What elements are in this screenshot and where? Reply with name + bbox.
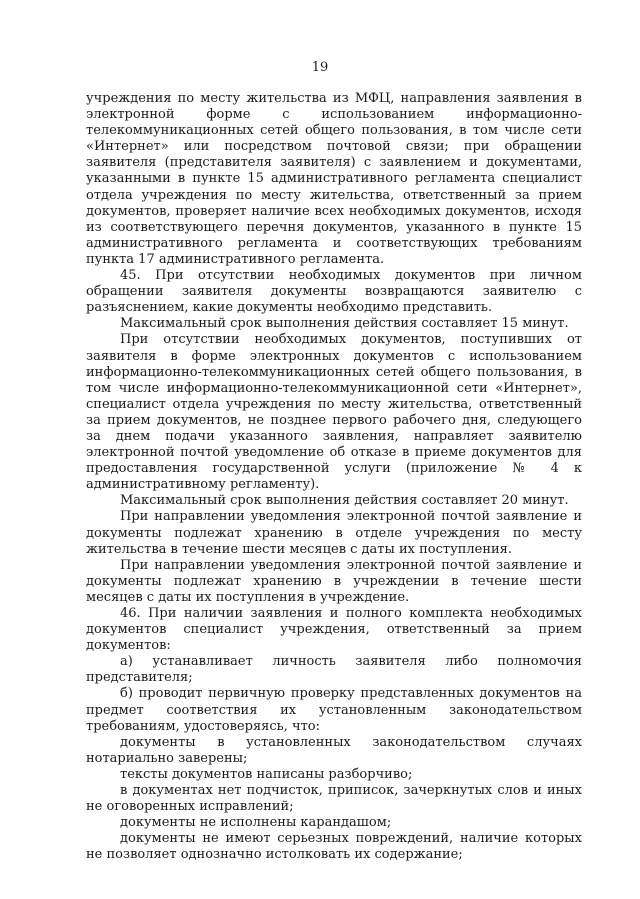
page-number: 19 (311, 60, 329, 75)
paragraph: 46. При наличии заявления и полного комплекта необходимых документов специалист учреждения, ответственный за прием документов: (86, 606, 582, 654)
list-item: документы не исполнены карандашом; (120, 815, 392, 831)
list-item: документы в установленных законодательством случаях нотариально заверены; (86, 734, 582, 766)
list-item: документы не имеют серьезных повреждений, наличие которых не позволяет однозначно истолковать их содержание; (86, 831, 582, 863)
paragraph: При направлении уведомления электронной почтой заявление и документы подлежат хранению в отделе учреждения по месту жительства в течение шести месяцев с даты их поступления. (86, 509, 582, 557)
paragraph: 45. При отсутствии необходимых документов при личном обращении заявителя документы возвращаются заявителю с разъяснением, какие документы необходимо представить. (86, 268, 582, 316)
list-item: б) проводит первичную проверку представленных документов на предмет соответствия их установленным законодательством требованиям, удостоверяясь, что: (86, 686, 582, 734)
document-body (86, 91, 582, 864)
paragraph: учреждения по месту жительства из МФЦ, направления заявления в электронной форме с использованием информационно-телекоммуникационных сетей общего пользования, в том числе сети «Интернет» или посредством почтовой связи; при обращении заявителя (представителя заявителя) с заявлением и документами, указанными в пункте 15 административного регламента специалист отдела учреждения по месту жительства, ответственный за прием документов, проверяет наличие всех необходимых документов, исходя из соответствующего перечня документов, указанного в пункте 15 административного регламента и соответствующих требованиям пункта 17 административного регламента. (86, 91, 582, 267)
paragraph: Максимальный срок выполнения действия составляет 20 минут. (120, 493, 569, 509)
list-item: в документах нет подчисток, приписок, зачеркнутых слов и иных не оговоренных исправлений; (86, 783, 582, 815)
paragraph: При отсутствии необходимых документов, поступивших от заявителя в форме электронных документов с использованием информационно-телекоммуникационных сетей общего пользования, в том числе информационно-телекоммуникационной сети «Интернет», специалист отдела учреждения по месту жительства, ответственный за прием документов, не позднее первого рабочего дня, следующего за днем подачи указанного заявления, направляет заявителю электронной почтой уведомление об отказе в приеме документов для предоставления государственной услуги (приложение № 4 к административному регламенту). (86, 332, 582, 493)
list-item: а) устанавливает личность заявителя либо полномочия представителя; (86, 654, 582, 686)
paragraph: При направлении уведомления электронной почтой заявление и документы подлежат хранению в учреждении в течение шести месяцев с даты их поступления в учреждение. (86, 557, 582, 605)
list-item: тексты документов написаны разборчиво; (120, 766, 413, 782)
paragraph: Максимальный срок выполнения действия составляет 15 минут. (120, 316, 569, 332)
